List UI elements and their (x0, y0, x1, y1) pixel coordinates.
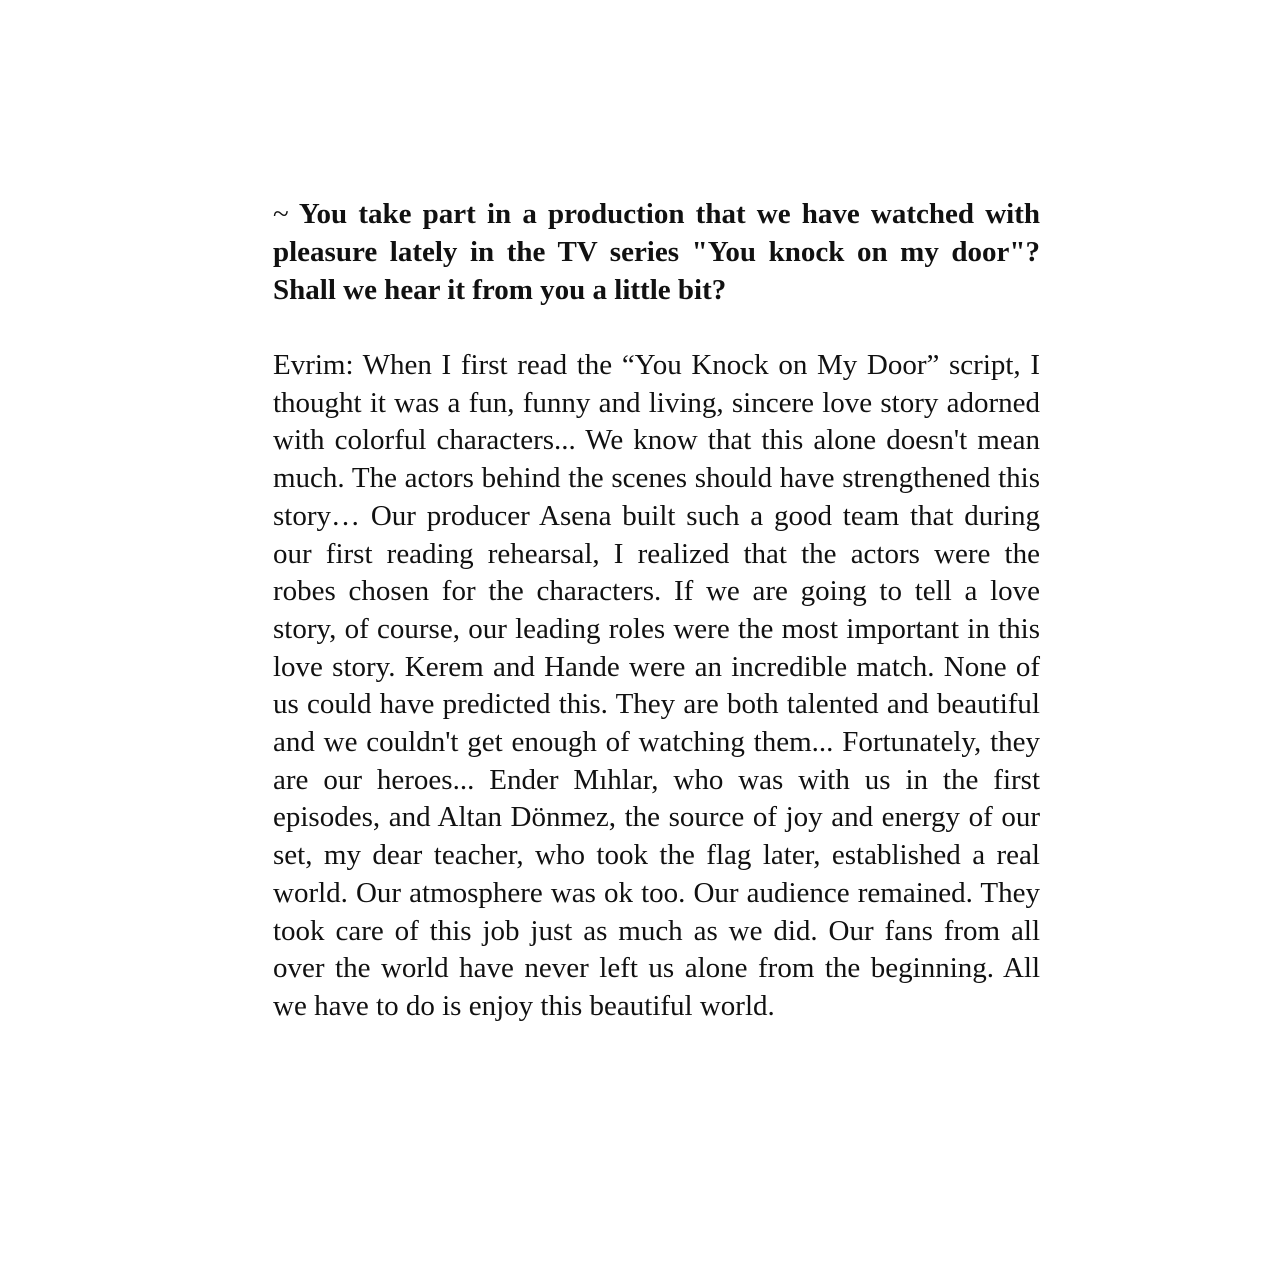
question-prefix: ~ (273, 198, 289, 230)
interview-text-block (273, 195, 1040, 1026)
question-text: You take part in a production that we have watched with pleasure lately in the TV series "You knock on my door"? Shall we hear it from you a little bit? (273, 198, 1040, 306)
interview-answer: Evrim: When I first read the “You Knock on My Door” script, I thought it was a fun, funny and living, sincere love story adorned with colorful characters... We know that this alone doesn't mean much. The actors behind the scenes should have strengthened this story… Our producer Asena built such a good team that during our first reading rehearsal, I realized that the actors were the robes chosen for the characters. If we are going to tell a love story, of course, our leading roles were the most important in this love story. Kerem and Hande were an incredible match. None of us could have predicted this. They are both talented and beautiful and we couldn't get enough of watching them... Fortunately, they are our heroes... Ender Mıhlar, who was with us in the first episodes, and Altan Dönmez, the source of joy and energy of our set, my dear teacher, who took the flag later, established a real world. Our atmosphere was ok too. Our audience remained. They took care of this job just as much as we did. Our fans from all over the world have never left us alone from the beginning. All we have to do is enjoy this beautiful world. (273, 349, 1040, 1022)
interview-question (273, 195, 1040, 309)
